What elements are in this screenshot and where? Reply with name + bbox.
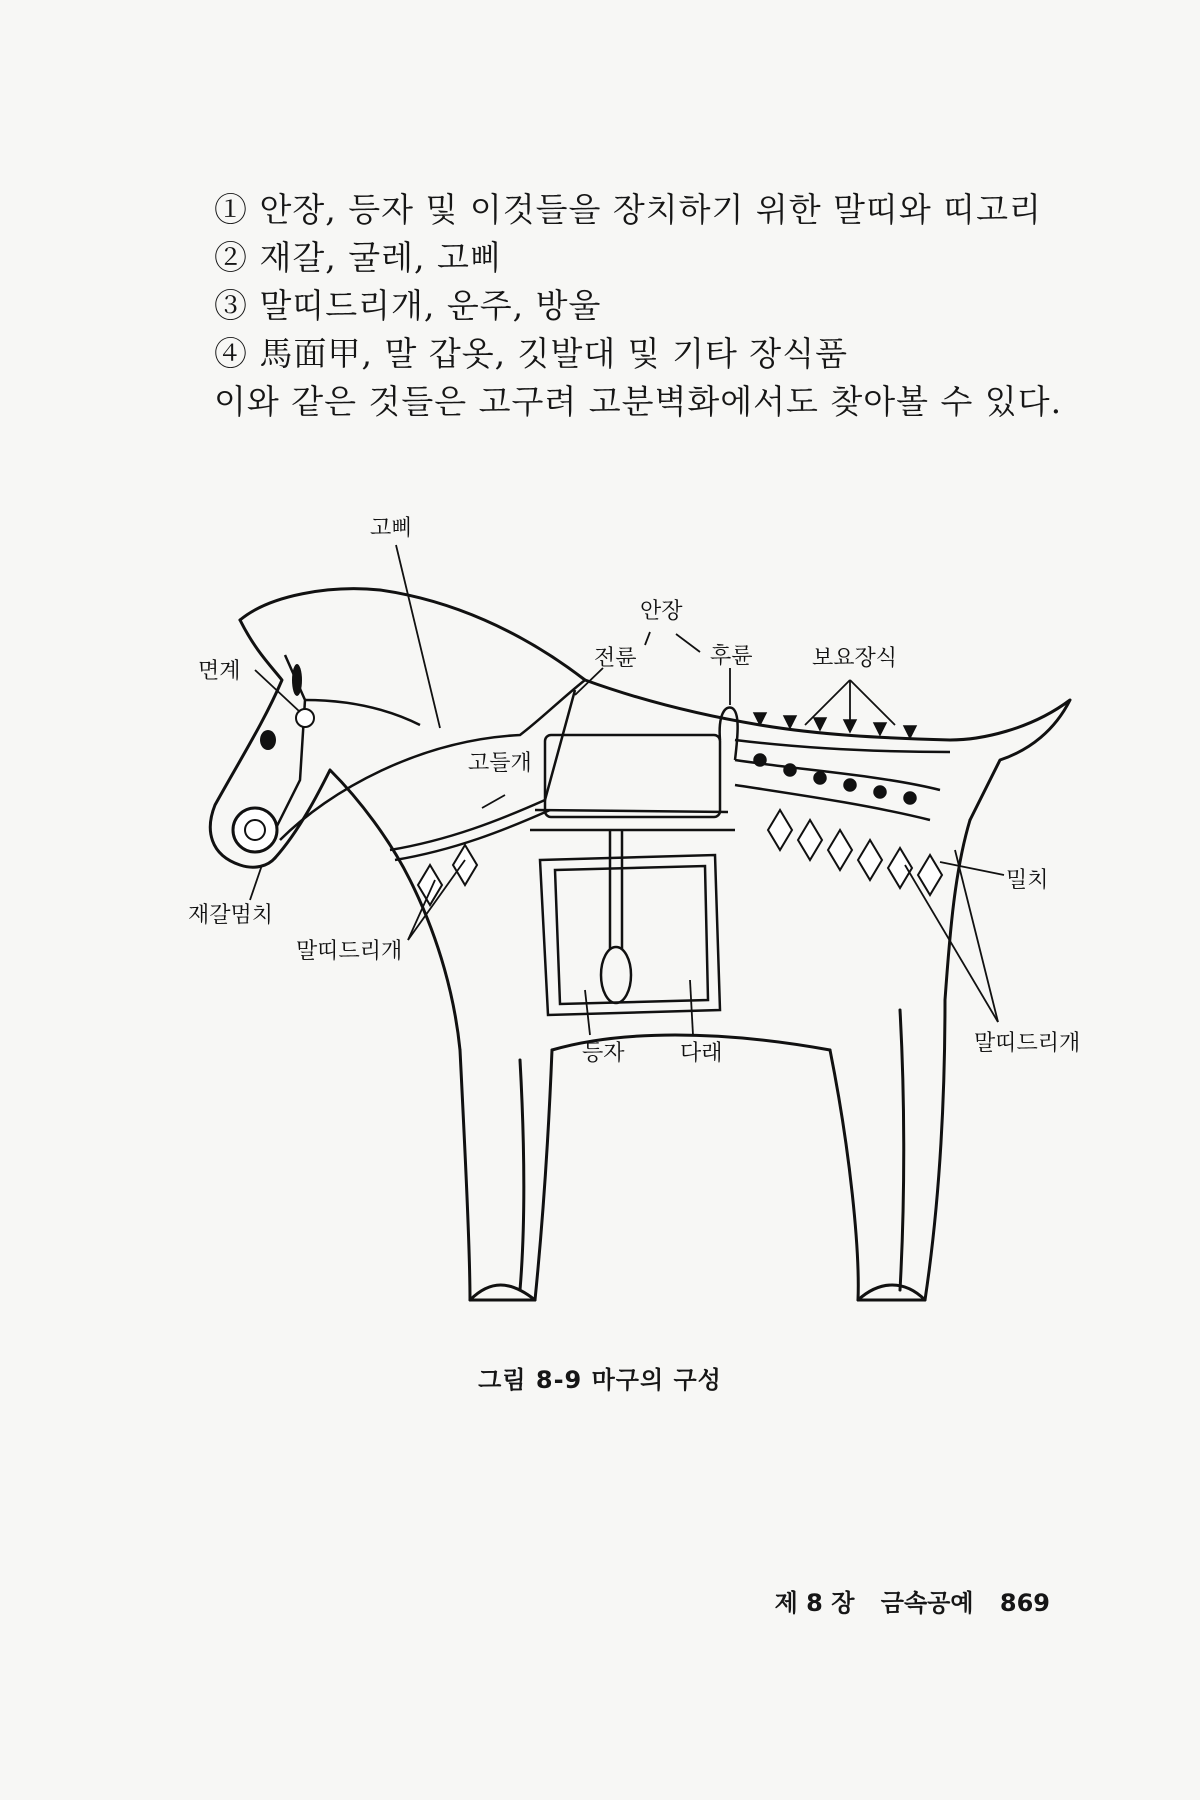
- footer-section: 금속공예: [880, 1589, 974, 1617]
- summary-sentence: 이와 같은 것들은 고구려 고분벽화에서도 찾아볼 수 있다.: [214, 382, 1063, 421]
- list-item-4: ④ 馬面甲, 말 갑옷, 깃발대 및 기타 장식품: [214, 334, 848, 373]
- label-gobbi: 고삐: [370, 516, 413, 541]
- footer-page-number: 869: [999, 1589, 1050, 1617]
- list-item-3: ③ 말띠드리개, 운주, 방울: [214, 286, 602, 325]
- label-boyo-jangsik: 보요장식: [812, 646, 898, 671]
- footer-chapter: 제 8 장: [774, 1589, 855, 1617]
- label-jaegal-meomchi: 재갈멈치: [188, 903, 274, 928]
- figure-caption: 그림 8-9 마구의 구성: [478, 1366, 722, 1394]
- label-milchi: 밀치: [1006, 868, 1049, 893]
- label-darae: 다래: [680, 1041, 723, 1066]
- label-myeongye: 면계: [198, 659, 241, 684]
- list-item-2: ② 재갈, 굴레, 고삐: [214, 238, 503, 277]
- page-footer: [757, 1583, 1050, 1618]
- label-anjang: 안장: [640, 599, 683, 624]
- label-maltti-right: 말띠드리개: [974, 1031, 1081, 1056]
- label-jeonryun: 전륜: [594, 646, 637, 671]
- label-maltti-left: 말띠드리개: [296, 939, 403, 964]
- list-item-1: ① 안장, 등자 및 이것들을 장치하기 위한 말띠와 띠고리: [214, 190, 1042, 229]
- label-huryun: 후륜: [710, 644, 753, 669]
- label-godeulgae: 고들개: [468, 751, 532, 776]
- hanging-pendants: [418, 810, 942, 905]
- label-deungja: 등자: [582, 1041, 625, 1066]
